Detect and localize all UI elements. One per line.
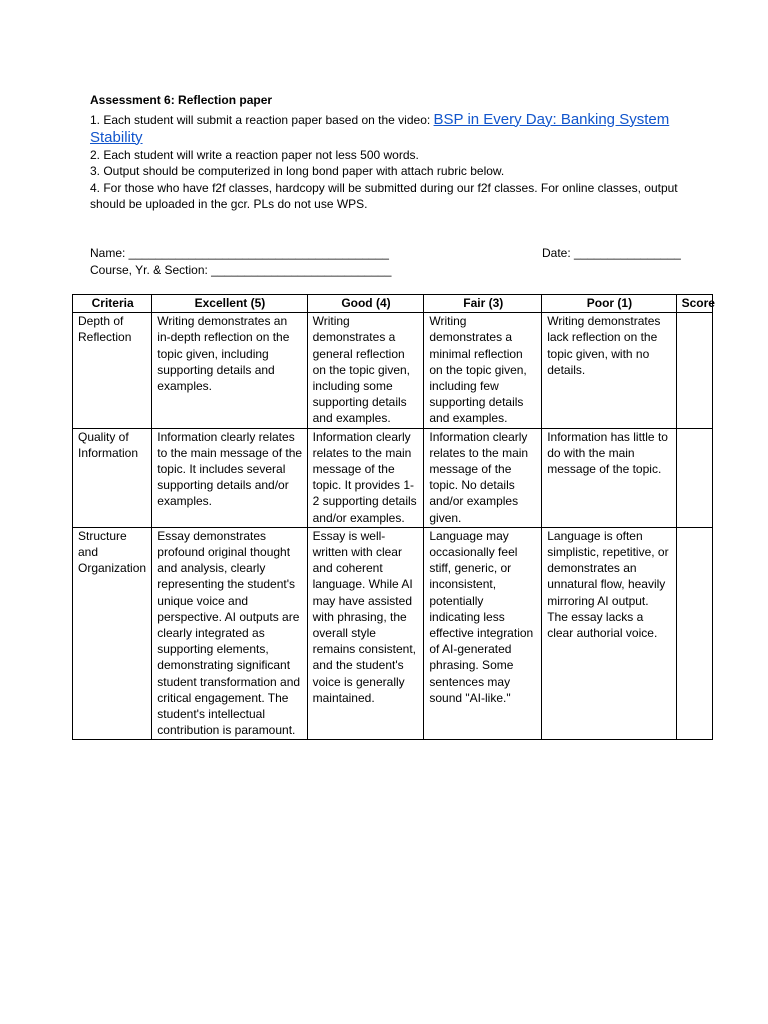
date-field[interactable]: Date: ________________ <box>542 246 681 260</box>
instruction-item-3: 3. Output should be computerized in long bond paper with attach rubric below. <box>90 164 505 178</box>
rubric-header-row <box>73 295 713 313</box>
criteria-cell: Depth of Reflection <box>73 313 152 428</box>
score-cell[interactable] <box>676 428 712 527</box>
student-info-fields <box>90 245 690 278</box>
header-poor: Poor (1) <box>542 295 676 313</box>
score-cell[interactable] <box>676 313 712 428</box>
poor-cell: Language is often simplistic, repetitive, or demonstrates an unnatural flow, heavily mirroring AI output. The essay lacks a clear authorial voice. <box>542 527 676 740</box>
header-excellent: Excellent (5) <box>152 295 307 313</box>
course-field[interactable]: Course, Yr. & Section: ___________________________ <box>90 262 392 277</box>
name-field[interactable]: Name: _______________________________________ <box>90 246 389 260</box>
poor-cell: Information has little to do with the main message of the topic. <box>542 428 676 527</box>
table-row <box>73 428 713 527</box>
assessment-instructions <box>90 92 690 213</box>
instruction-item-4: 4. For those who have f2f classes, hardcopy will be submitted during our f2f classes. For online classes, output should be uploaded in the gcr. PLs do not use WPS. <box>90 180 678 211</box>
fair-cell: Writing demonstrates a minimal reflection on the topic given, including few supporting details and examples. <box>424 313 542 428</box>
good-cell: Essay is well-written with clear and coherent language. While AI may have assisted with phrasing, the overall style remains consistent, and the student's voice is generally maintained. <box>307 527 424 740</box>
fair-cell: Information clearly relates to the main message of the topic. No details and/or examples given. <box>424 428 542 527</box>
header-criteria: Criteria <box>73 295 152 313</box>
excellent-cell: Essay demonstrates profound original thought and analysis, clearly representing the student's unique voice and perspective. AI outputs are clearly integrated as supporting elements, demonstrating significant student transformation and critical engagement. The student's intellectual contribution is paramount. <box>152 527 307 740</box>
table-row <box>73 313 713 428</box>
header-fair: Fair (3) <box>424 295 542 313</box>
instruction-item-2: 2. Each student will write a reaction paper not less 500 words. <box>90 147 419 162</box>
score-cell[interactable] <box>676 527 712 740</box>
table-row <box>73 527 713 740</box>
excellent-cell: Writing demonstrates an in-depth reflection on the topic given, including supporting details and examples. <box>152 313 307 428</box>
header-score: Score <box>676 295 712 313</box>
criteria-cell: Structure and Organization <box>73 527 152 740</box>
criteria-cell: Quality of Information <box>73 428 152 527</box>
header-good: Good (4) <box>307 295 424 313</box>
assessment-title: Assessment 6: Reflection paper <box>90 93 273 107</box>
good-cell: Information clearly relates to the main message of the topic. It provides 1-2 supporting details and/or examples. <box>307 428 424 527</box>
good-cell: Writing demonstrates a general reflection on the topic given, including some supporting details and examples. <box>307 313 424 428</box>
course-row <box>90 262 690 279</box>
fair-cell: Language may occasionally feel stiff, generic, or inconsistent, potentially indicating less effective integration of AI-generated phrasing. Some sentences may sound "AI-like." <box>424 527 542 740</box>
instruction-item-1 <box>90 111 690 147</box>
excellent-cell: Information clearly relates to the main message of the topic. It includes several supporting details and/or examples. <box>152 428 307 527</box>
rubric-table <box>72 294 713 740</box>
poor-cell: Writing demonstrates lack reflection on the topic given, with no details. <box>542 313 676 428</box>
name-date-row <box>90 245 690 262</box>
instruction-item-1-text: 1. Each student will submit a reaction paper based on the video: <box>90 112 434 127</box>
video-link[interactable]: BSP in Every Day: Banking System Stability <box>90 110 670 146</box>
